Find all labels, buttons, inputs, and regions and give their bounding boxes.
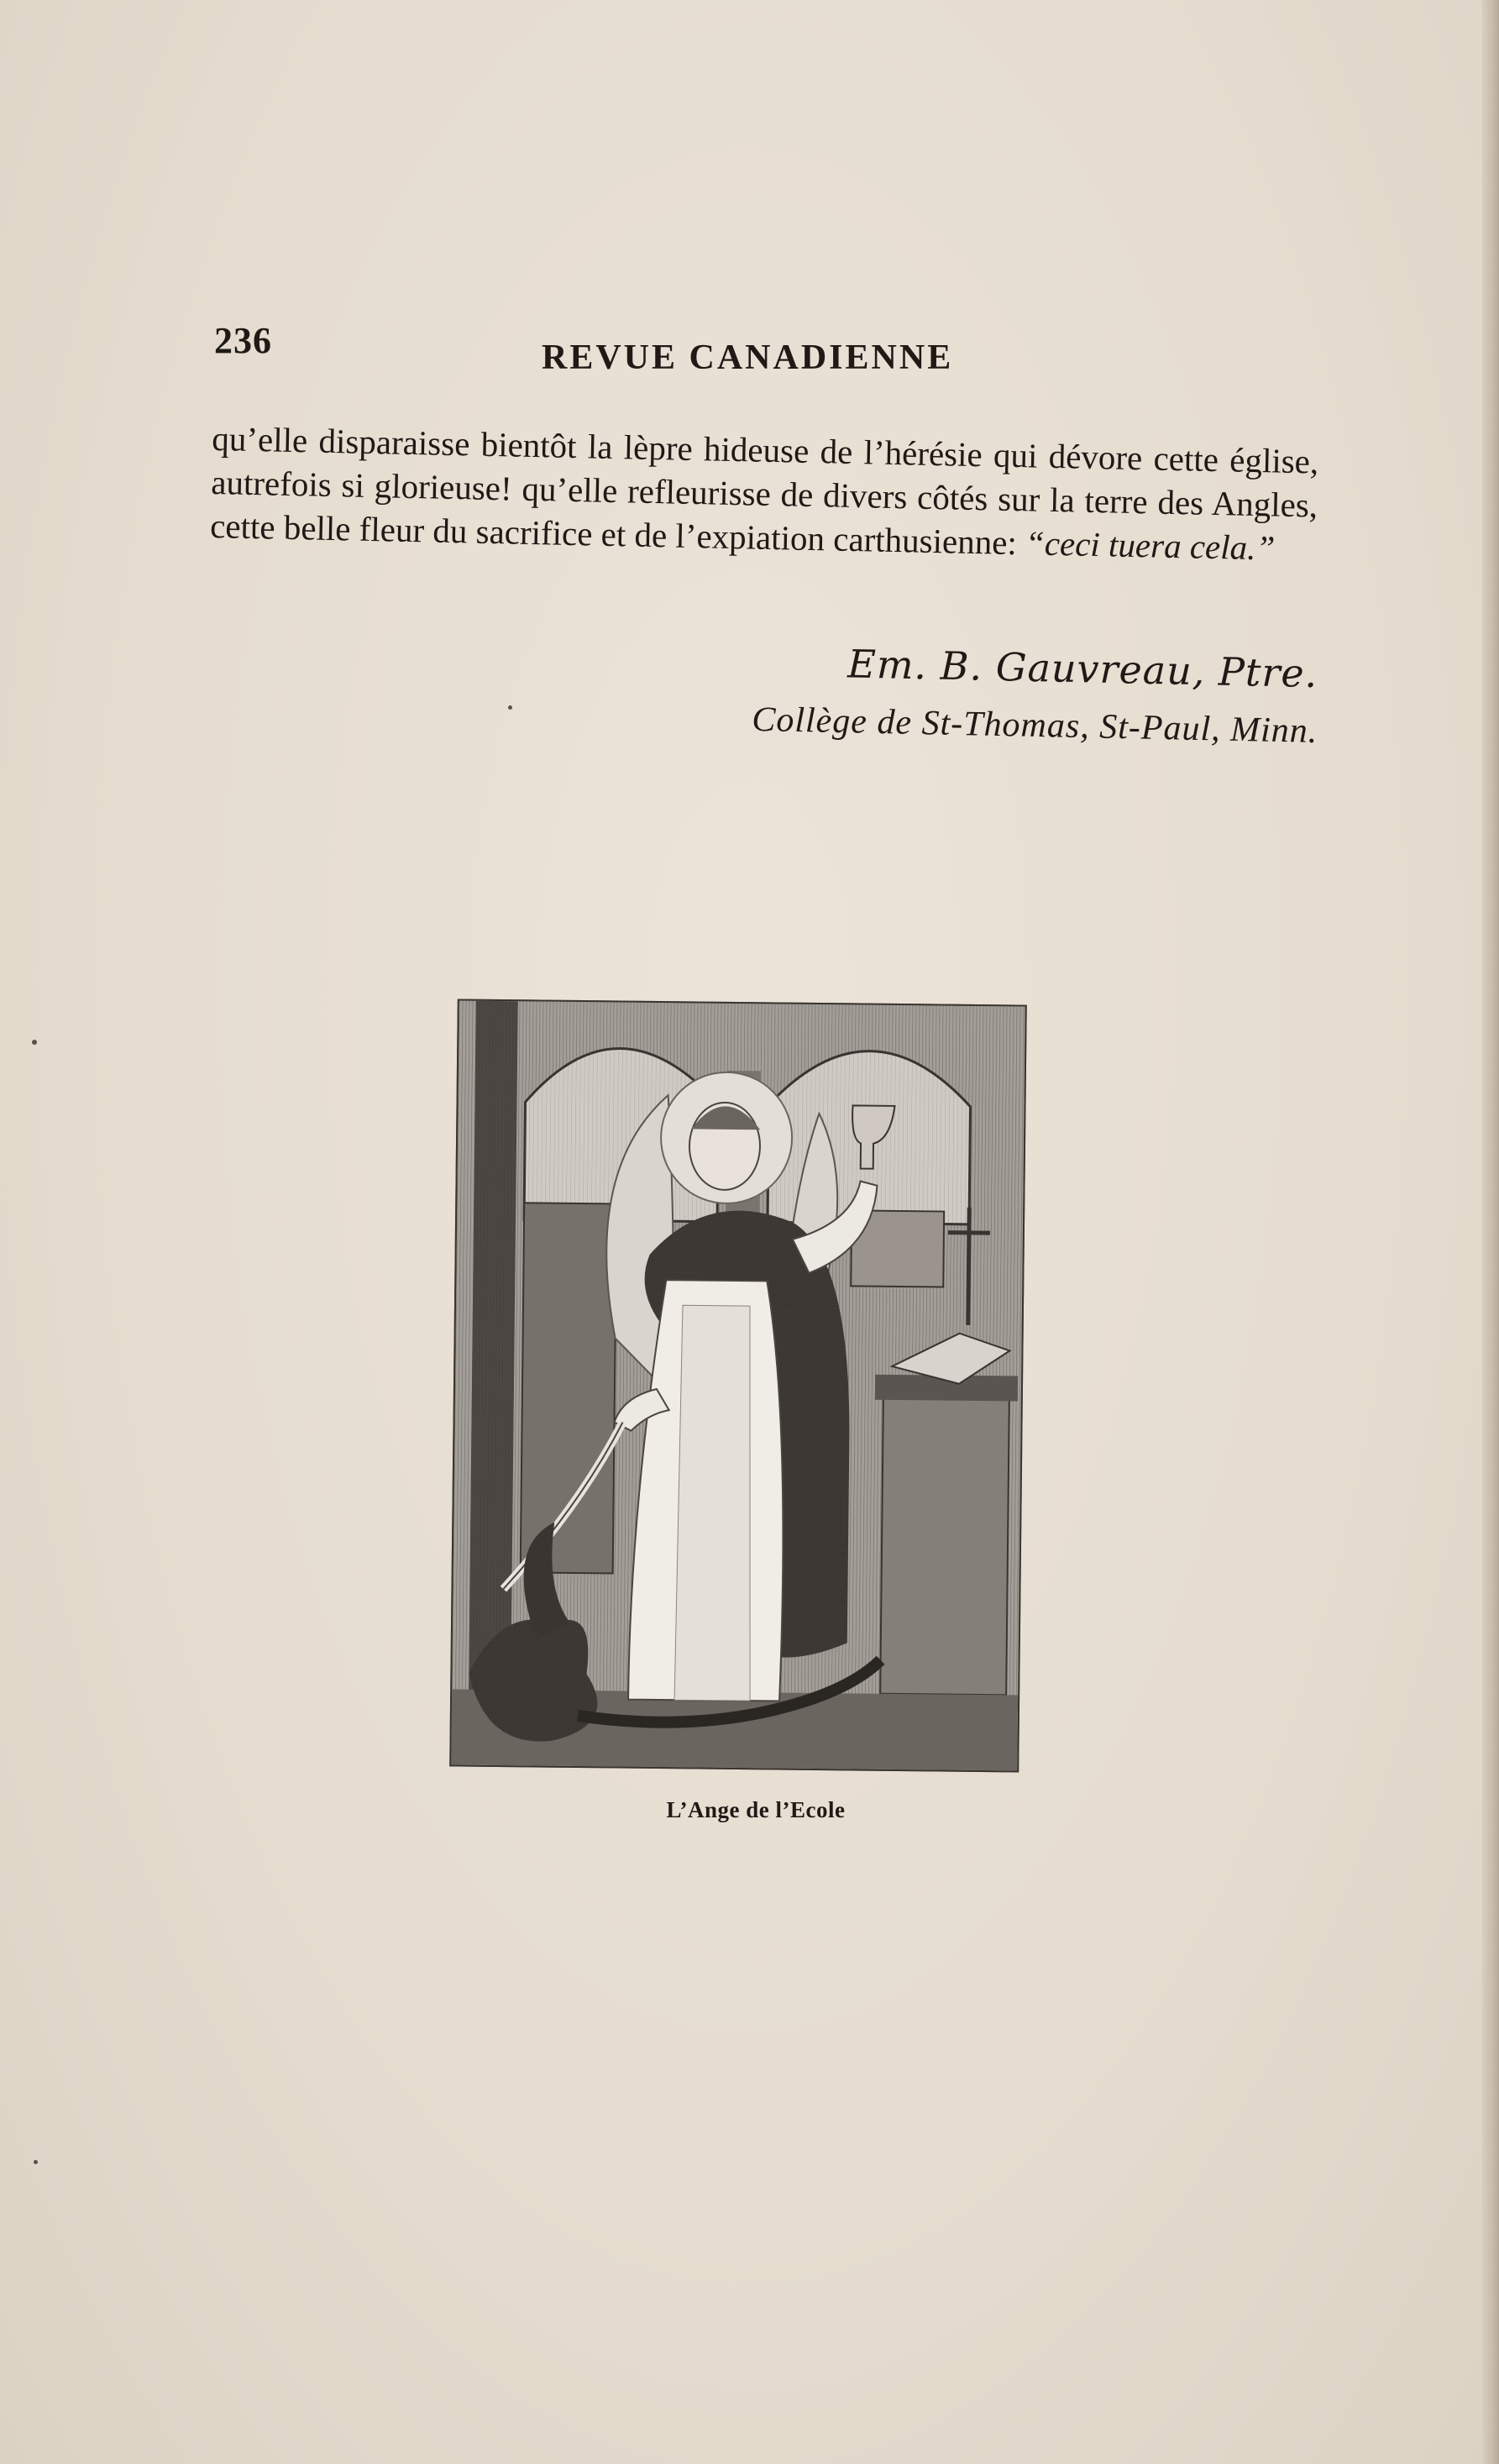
engraving-image <box>451 1000 1025 1770</box>
running-title: REVUE CANADIENNE <box>542 338 954 377</box>
illustration-plate <box>449 999 1027 1772</box>
illustration-caption: L’Ange de l’Ecole <box>666 1797 846 1822</box>
paper-speck <box>508 705 512 710</box>
article-paragraph <box>210 417 1319 571</box>
paper-speck <box>34 2160 38 2164</box>
paper-speck <box>32 1040 37 1045</box>
article-text <box>210 417 1319 571</box>
article-sentence: qu’elle disparaisse bientôt la lèpre hideuse de l’hérésie qui dévore cette église, autrefois si glorieuse! qu’elle refleurisse de divers côtés sur la terre des Angles, cette belle fleur du sacrifice et de l’expiation carthusienne: <box>209 418 1319 563</box>
author-affiliation: Collège de St-Thomas, St-Paul, Minn. <box>751 700 1318 751</box>
page-edge <box>1482 0 1499 2464</box>
page-number: 236 <box>214 320 272 361</box>
running-header <box>214 319 1004 378</box>
author-signature: Em. B. Gauvreau, Ptre. <box>846 641 1318 697</box>
article-quote: “ceci tuera cela.” <box>1025 523 1276 568</box>
